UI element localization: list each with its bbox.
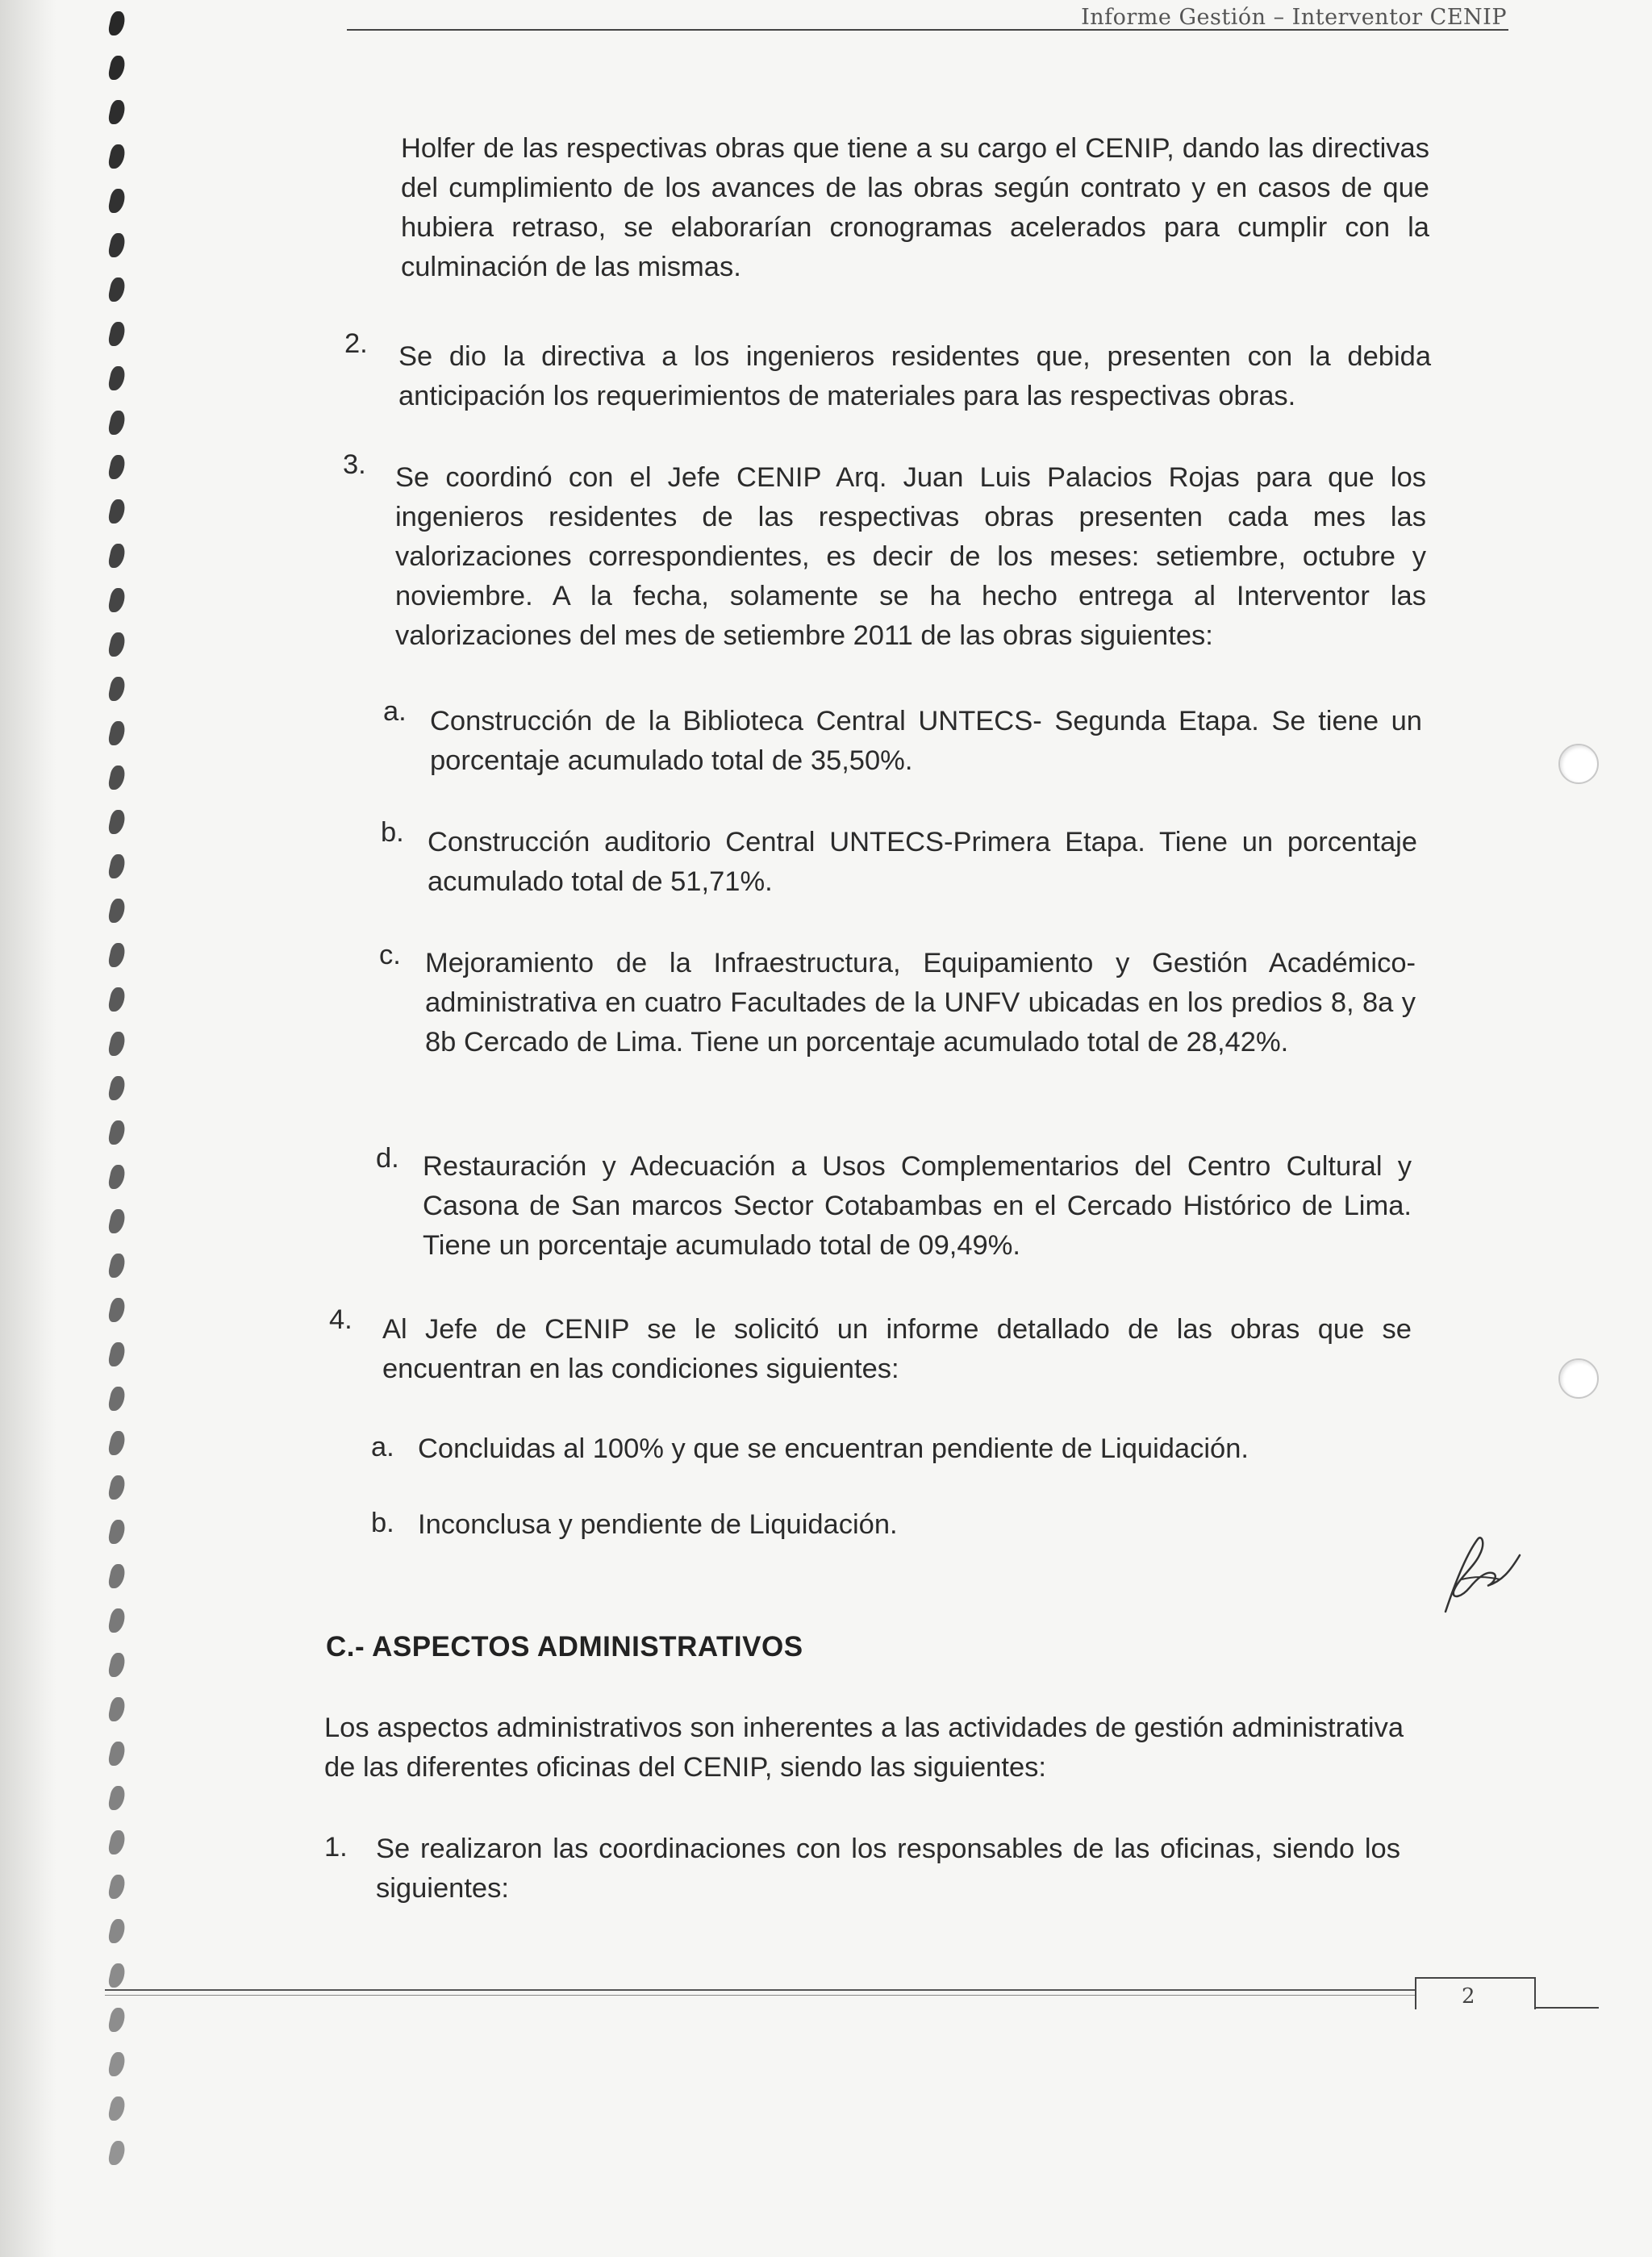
binding-hole xyxy=(107,943,127,967)
binding-hole xyxy=(107,1653,127,1677)
binding-hole xyxy=(107,1254,127,1278)
binding-hole xyxy=(107,1165,127,1189)
binding-hole xyxy=(107,366,127,390)
item-4b-text: Inconclusa y pendiente de Liquidación. xyxy=(418,1509,898,1540)
binding-hole xyxy=(107,1076,127,1100)
binding-hole xyxy=(107,677,127,701)
item-4a-letter: a. xyxy=(371,1432,394,1462)
binding-hole xyxy=(107,11,127,35)
binding-hole xyxy=(107,1830,127,1854)
binding-hole xyxy=(107,411,127,435)
binding-hole xyxy=(107,810,127,834)
binding-hole xyxy=(107,1963,127,1988)
item-3d-text: Restauración y Adecuación a Usos Complementarios del Centro Cultural y Casona de San marcos Sector Cotabambas en el Cercado Histórico de Lima. Tiene un porcentaje acumulado total de 09,49%. xyxy=(423,1151,1412,1261)
binding-hole xyxy=(107,632,127,657)
intro-paragraph: Holfer de las respectivas obras que tiene a su cargo el CENIP, dando las directivas del cumplimiento de los avances de las obras según contrato y en casos de que hubiera retraso, se elaborarían cronogramas acelerados para cumplir con la culminación de las mismas. xyxy=(401,133,1429,282)
binding-hole xyxy=(107,1342,127,1366)
binding-hole xyxy=(107,233,127,257)
item-4a-text: Concluidas al 100% y que se encuentran pendiente de Liquidación. xyxy=(418,1433,1249,1464)
binding-hole xyxy=(107,1120,127,1145)
binding-hole xyxy=(107,1786,127,1810)
item-3a-letter: a. xyxy=(383,696,407,727)
binding-hole xyxy=(107,2008,127,2032)
binding-hole xyxy=(107,100,127,124)
item-3-number: 3. xyxy=(343,449,366,480)
binding-hole xyxy=(107,1387,127,1411)
item-2-text: Se dio la directiva a los ingenieros residentes que, presenten con la debida anticipación los requerimientos de materiales para las respectivas obras. xyxy=(398,341,1431,411)
binding-hole xyxy=(107,455,127,479)
binding-hole xyxy=(107,56,127,80)
punch-hole-lower xyxy=(1558,1358,1599,1399)
binding-hole xyxy=(107,2052,127,2076)
running-header: Informe Gestión – Interventor CENIP xyxy=(1081,5,1507,30)
section-c-item-1-number: 1. xyxy=(324,1832,348,1863)
binding-hole xyxy=(107,899,127,923)
binding-hole xyxy=(107,1298,127,1322)
binding-holes xyxy=(110,0,134,2257)
binding-hole xyxy=(107,1032,127,1056)
binding-hole xyxy=(107,277,127,302)
binding-hole xyxy=(107,544,127,568)
footer-rule-right xyxy=(1534,2007,1599,2009)
binding-hole xyxy=(107,499,127,524)
binding-hole xyxy=(107,1520,127,1544)
item-4-text: Al Jefe de CENIP se le solicitó un informe detallado de las obras que se encuentran en las condiciones siguientes: xyxy=(382,1314,1412,1384)
item-3b-text: Construcción auditorio Central UNTECS-Primera Etapa. Tiene un porcentaje acumulado total de 51,71%. xyxy=(428,827,1417,897)
punch-hole-upper xyxy=(1558,744,1599,784)
binding-hole xyxy=(107,588,127,612)
item-4b-letter: b. xyxy=(371,1508,394,1538)
binding-hole xyxy=(107,1919,127,1943)
binding-hole xyxy=(107,2096,127,2121)
item-3d-letter: d. xyxy=(376,1143,399,1174)
item-3-text: Se coordinó con el Jefe CENIP Arq. Juan Luis Palacios Rojas para que los ingenieros residentes de las respectivas obras presenten cada mes las valorizaciones correspondientes, es decir de los meses: setiembre, octubre y noviembre. A la fecha, solamente se ha hecho entrega al Interventor las valorizaciones del mes de setiembre 2011 de las obras siguientes: xyxy=(395,462,1426,651)
signature-mark xyxy=(1429,1523,1526,1620)
item-3a-text: Construcción de la Biblioteca Central UNTECS- Segunda Etapa. Se tiene un porcentaje acumulado total de 35,50%. xyxy=(430,706,1422,776)
binding-hole xyxy=(107,1209,127,1233)
page-number: 2 xyxy=(1462,1984,1475,2009)
binding-hole xyxy=(107,1608,127,1633)
item-3c-text: Mejoramiento de la Infraestructura, Equipamiento y Gestión Académico-administrativa en cuatro Facultades de la UNFV ubicadas en los predios 8, 8a y 8b Cercado de Lima. Tiene un porcentaje acumulado total de 28,42%. xyxy=(425,948,1416,1058)
item-3b-letter: b. xyxy=(381,817,404,848)
binding-hole xyxy=(107,2141,127,2165)
page-number-box xyxy=(1415,1977,1536,2009)
binding-hole xyxy=(107,1875,127,1899)
binding-hole xyxy=(107,144,127,169)
binding-hole xyxy=(107,1742,127,1766)
binding-hole xyxy=(107,766,127,790)
item-3c-letter: c. xyxy=(379,940,401,970)
binding-hole xyxy=(107,854,127,878)
binding-hole xyxy=(107,987,127,1012)
binding-hole xyxy=(107,1431,127,1455)
item-4-number: 4. xyxy=(329,1304,353,1335)
section-c-heading: C.- ASPECTOS ADMINISTRATIVOS xyxy=(326,1631,803,1663)
binding-hole xyxy=(107,721,127,745)
footer-rule xyxy=(105,1989,1416,1991)
binding-hole xyxy=(107,1697,127,1721)
binding-hole xyxy=(107,189,127,213)
binding-hole xyxy=(107,1564,127,1588)
section-c-item-1-text: Se realizaron las coordinaciones con los responsables de las oficinas, siendo los siguientes: xyxy=(376,1834,1400,1904)
footer-rule-secondary xyxy=(105,1995,1416,1996)
binding-hole xyxy=(107,1475,127,1500)
binding-hole xyxy=(107,322,127,346)
section-c-paragraph: Los aspectos administrativos son inherentes a las actividades de gestión administrativa de las diferentes oficinas del CENIP, siendo las siguientes: xyxy=(324,1713,1404,1783)
item-2-number: 2. xyxy=(344,328,368,359)
